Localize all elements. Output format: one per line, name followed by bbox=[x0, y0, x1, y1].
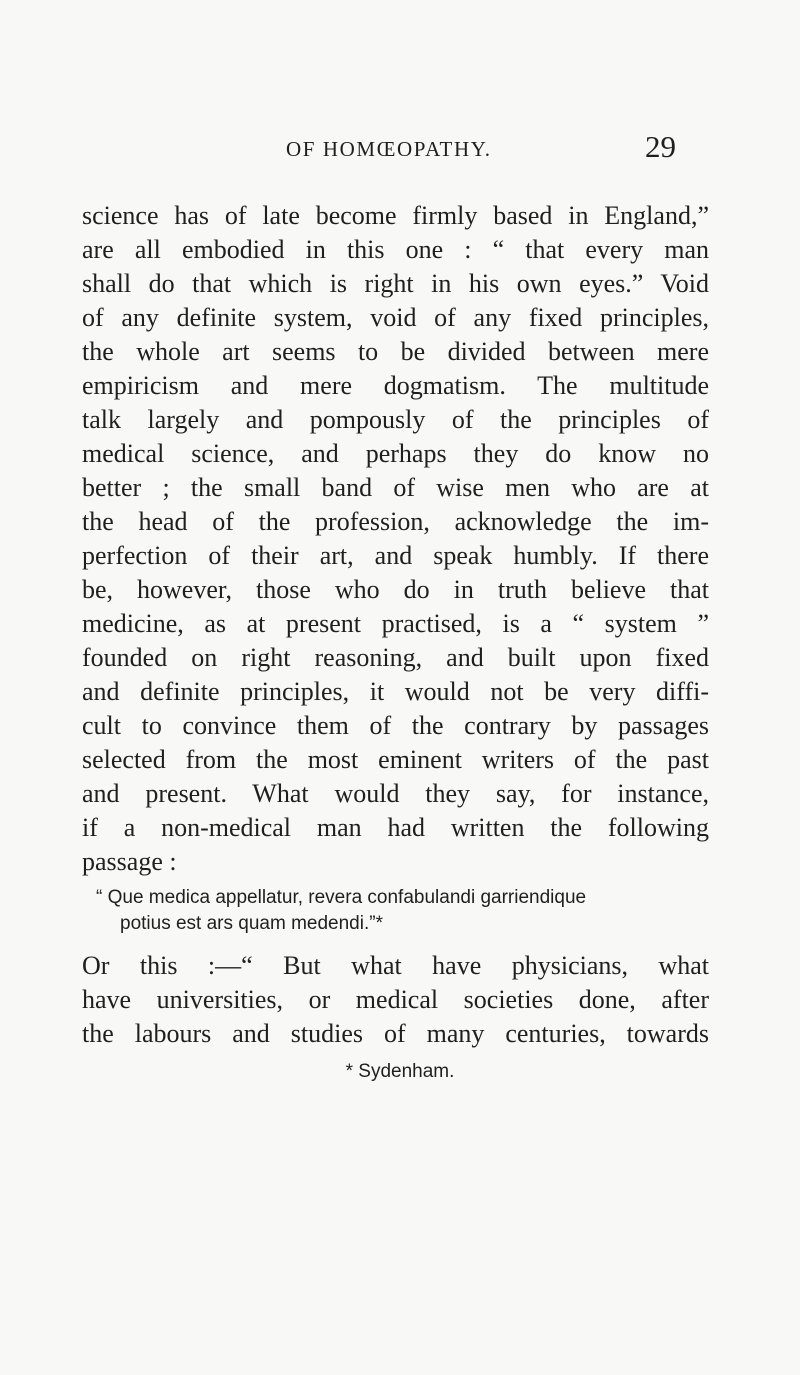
text-line: and present. What would they say, for instance, bbox=[82, 779, 709, 808]
text-line: of any definite system, void of any fixed principles, bbox=[82, 303, 709, 332]
text-line: selected from the most eminent writers of the past bbox=[82, 745, 709, 774]
text-line: medical science, and perhaps they do know no bbox=[82, 439, 709, 468]
text-line: Or this :—“ But what have physicians, what bbox=[82, 951, 709, 980]
text-line: shall do that which is right in his own eyes.” Void bbox=[82, 269, 709, 298]
text-line: talk largely and pompously of the principles of bbox=[82, 405, 709, 434]
text-line: and definite principles, it would not be very diffi- bbox=[82, 677, 709, 706]
text-line: perfection of their art, and speak humbly. If there bbox=[82, 541, 709, 570]
text-line: better ; the small band of wise men who are at bbox=[82, 473, 709, 502]
text-line: passage : bbox=[82, 847, 177, 876]
text-line: cult to convince them of the contrary by passages bbox=[82, 711, 709, 740]
running-header bbox=[0, 129, 800, 173]
quotation-line: “ Que medica appellatur, revera confabulandi garriendique bbox=[96, 887, 587, 908]
running-title: OF HOMŒOPATHY. bbox=[286, 137, 492, 161]
text-line: the whole art seems to be divided between mere bbox=[82, 337, 709, 366]
text-line: founded on right reasoning, and built upon fixed bbox=[82, 643, 709, 672]
footnote: * Sydenham. bbox=[345, 1061, 455, 1082]
page-number: 29 bbox=[645, 129, 676, 164]
text-line: the head of the profession, acknowledge the im- bbox=[82, 507, 709, 536]
text-line: the labours and studies of many centuries, towards bbox=[82, 1019, 709, 1048]
text-line: empiricism and mere dogmatism. The multitude bbox=[82, 371, 709, 400]
text-line: have universities, or medical societies done, after bbox=[82, 985, 709, 1014]
quotation-line: potius est ars quam medendi.”* bbox=[120, 913, 383, 934]
text-line: science has of late become firmly based in England,” bbox=[82, 201, 709, 230]
text-line: medicine, as at present practised, is a “ system ” bbox=[82, 609, 709, 638]
text-line: are all embodied in this one : “ that every man bbox=[82, 235, 709, 264]
text-line: if a non-medical man had written the following bbox=[82, 813, 709, 842]
text-line: be, however, those who do in truth believe that bbox=[82, 575, 709, 604]
